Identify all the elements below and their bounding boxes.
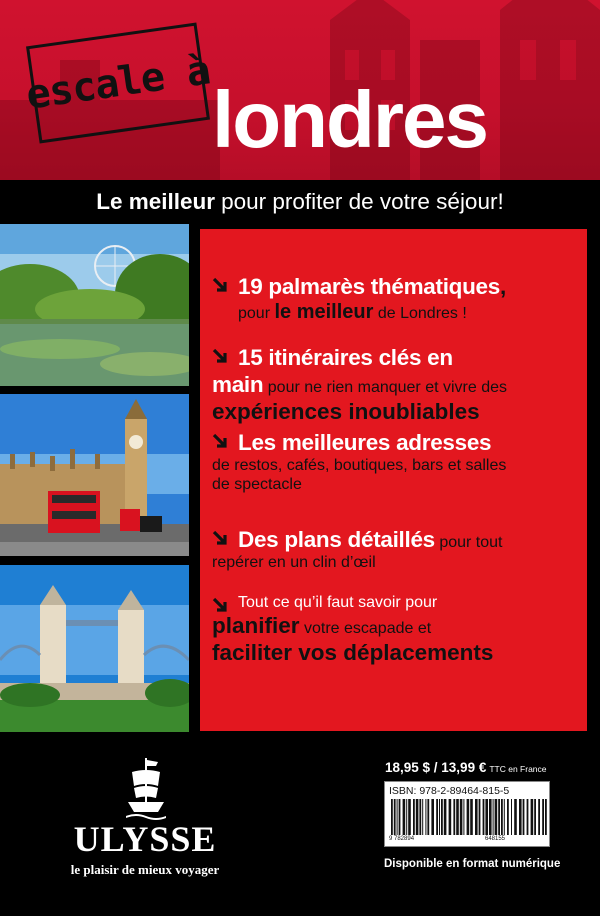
photo-park-london-eye (0, 224, 189, 386)
barcode-stripe (394, 799, 396, 835)
barcode-stripe (419, 799, 421, 835)
feature-title: 15 itinéraires clés en (238, 345, 453, 370)
barcode-stripe (416, 799, 419, 835)
barcode-stripe (504, 799, 505, 835)
feature-item-itineraires (212, 344, 582, 425)
feature-title: 19 palmarès thématiques (238, 274, 500, 299)
barcode-stripe (441, 799, 443, 835)
barcode-stripe (406, 799, 407, 835)
barcode-stripe (545, 799, 547, 835)
barcode-stripe (444, 799, 447, 835)
price-main: 18,95 $ / 13,99 € (385, 760, 487, 775)
publisher-tagline: le plaisir de mieux voyager (70, 862, 220, 877)
barcode-stripe (408, 799, 411, 835)
city-title: londres (212, 75, 487, 164)
barcode-stripe (460, 799, 463, 835)
barcode-bars (389, 799, 547, 835)
barcode-stripe (391, 799, 393, 835)
publisher-name: ULYSSE (73, 819, 217, 859)
feature-emphasis: faciliter vos déplacements (212, 640, 494, 666)
barcode-stripe (501, 799, 503, 835)
feature-title: Des plans détaillés (238, 527, 435, 552)
barcode-stripe (422, 799, 423, 835)
barcode-stripe (511, 799, 512, 835)
feature-punct: , (499, 274, 507, 299)
feature-text: pour tout (434, 534, 503, 551)
barcode-stripe (397, 799, 398, 835)
barcode-stripe (479, 799, 481, 835)
barcode-stripe (523, 799, 525, 835)
barcode-stripe (498, 799, 500, 835)
barcode-stripe (531, 799, 534, 835)
digital-availability: Disponible en format numérique (384, 858, 561, 870)
barcode (384, 781, 550, 847)
barcode-stripe (463, 799, 464, 835)
barcode-stripe (470, 799, 473, 835)
tagline (0, 180, 600, 224)
arrow-icon (212, 348, 229, 365)
feature-text: votre escapade et (299, 620, 432, 638)
arrow-icon (212, 277, 229, 294)
features-panel (200, 229, 587, 731)
barcode-stripe (456, 799, 459, 835)
tagline-rest: pour profiter de votre séjour! (221, 189, 504, 214)
barcode-digits-right: 648155 (485, 836, 506, 842)
barcode-stripe (485, 799, 488, 835)
feature-item-adresses (212, 429, 582, 494)
cover-header (0, 0, 600, 180)
tagline-bold: Le meilleur (96, 189, 216, 214)
barcode-stripe (425, 799, 426, 835)
feature-emphasis: le meilleur (274, 301, 374, 323)
barcode-stripe (475, 799, 478, 835)
feature-item-palmares (212, 273, 582, 324)
feature-text: Tout ce qu’il faut savoir pour (238, 594, 438, 611)
barcode-stripe (527, 799, 529, 835)
barcode-stripe (403, 799, 406, 835)
feature-emphasis: planifier (212, 613, 300, 639)
barcode-stripe (534, 799, 536, 835)
feature-item-plans (212, 526, 582, 572)
barcode-digits-left: 9 782894 (389, 836, 415, 842)
arrow-icon (212, 597, 229, 614)
barcode-stripe (538, 799, 540, 835)
barcode-stripe (495, 799, 498, 835)
feature-text: pour ne rien manquer et vivre des (263, 379, 508, 396)
feature-text: de restos, cafés, boutiques, bars et salles (212, 457, 507, 474)
barcode-stripe (483, 799, 485, 835)
arrow-icon (212, 433, 229, 450)
barcode-stripe (514, 799, 517, 835)
feature-text: de Londres ! (373, 305, 467, 322)
barcode-stripe (489, 799, 492, 835)
feature-text: de spectacle (212, 476, 302, 494)
barcode-stripe (493, 799, 494, 835)
isbn-label: ISBN: 978-2-89464-815-5 (389, 785, 510, 797)
feature-title-cont: main (212, 372, 264, 397)
feature-emphasis: expériences inoubliables (212, 399, 480, 424)
barcode-stripe (519, 799, 522, 835)
stamp-text: escale à (23, 47, 213, 119)
barcode-stripe (399, 799, 401, 835)
barcode-stripe (467, 799, 470, 835)
feature-text: repérer en un clin d’œil (212, 554, 376, 571)
barcode-stripe (449, 799, 452, 835)
feature-item-planifier (212, 593, 582, 666)
feature-title: Les meilleures adresses (238, 430, 492, 455)
barcode-stripe (427, 799, 429, 835)
arrow-icon (212, 530, 229, 547)
feature-text: pour (238, 305, 275, 322)
barcode-stripe (436, 799, 438, 835)
photo-tower-bridge (0, 565, 189, 732)
price (385, 760, 547, 775)
barcode-stripe (439, 799, 440, 835)
price-note: TTC en France (489, 764, 547, 774)
barcode-stripe (431, 799, 434, 835)
barcode-stripe (413, 799, 415, 835)
barcode-stripe (453, 799, 455, 835)
barcode-stripe (542, 799, 544, 835)
barcode-stripe (507, 799, 509, 835)
ship-logo-icon (126, 756, 166, 820)
photo-big-ben-bus (0, 394, 189, 556)
